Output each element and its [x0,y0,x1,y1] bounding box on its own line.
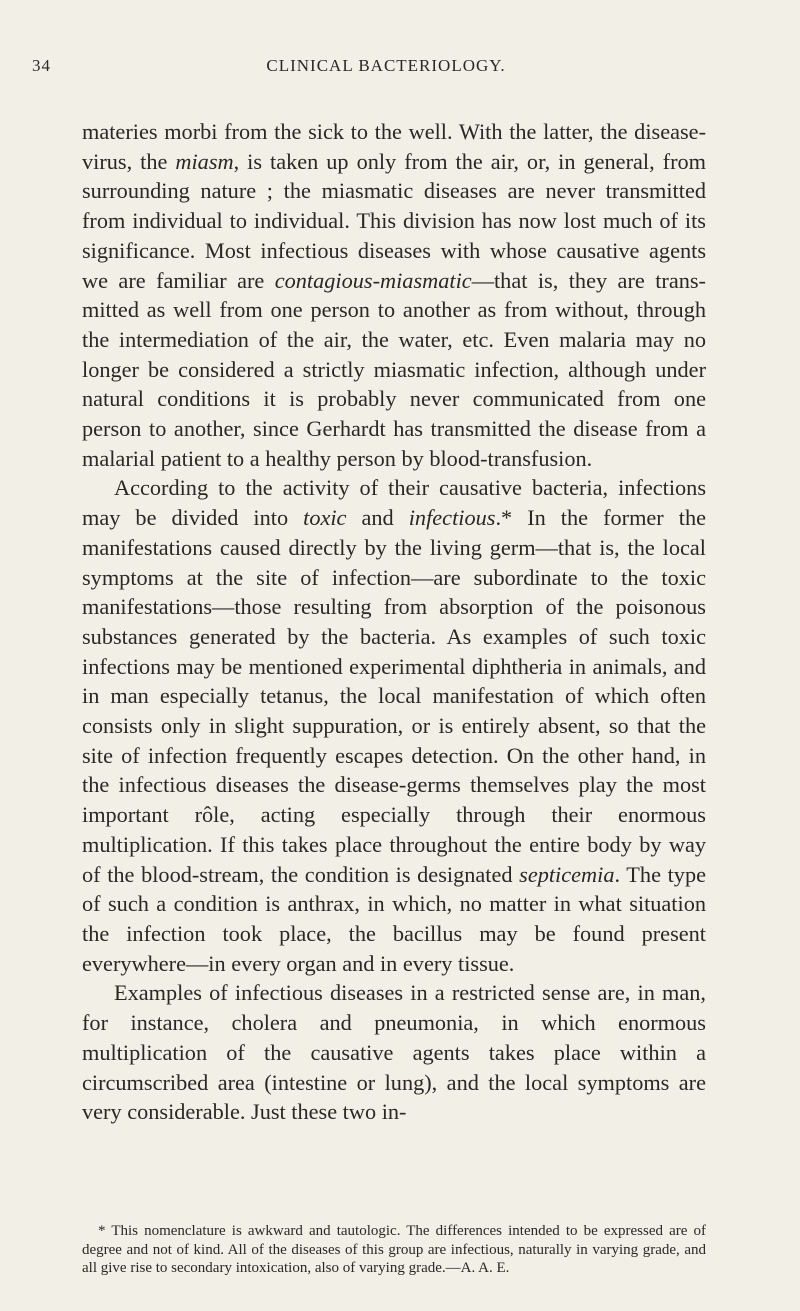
text-run: —that is, they are transmitted as well from one person to another as from without, through the intermediation of the air, the water, etc. Even malaria may no longer be considered a strictly miasmatic infection, although under natural conditions it is probably never communicated from one person to another, since Gerhardt has transmitted the disease from a malarial patient to a healthy person by blood-transfusion. [82,267,706,471]
text-run: According to the activity of their causative bacteria, infections may be divided into [82,475,706,531]
italic-term: miasm [175,148,234,174]
text-run: , is taken up only from the air, or, in general, from surrounding nature ; the miasmatic diseases are never transmitted from individual to individual. This division has now lost much of its significance. Most infectious diseases with whose causative agents we are familiar are [82,148,706,293]
footnote-text: * This nomenclature is awkward and tautologic. The differences intended to be expressed are of degree and not of kind. All of the diseases of this group are infectious, naturally in varying grade, and all give rise to secondary intoxication, also of varying grade.—A. A. E. [82,1223,706,1276]
running-header [32,56,740,86]
italic-term: septicemia [519,861,615,887]
page-number: 34 [32,56,51,75]
italic-term: toxic [303,505,347,531]
paragraph [82,978,706,1127]
text-run: materies morbi from the sick to the well. With the latter, the disease-virus, the [82,119,706,174]
paragraph [82,473,706,978]
text-run: Examples of infectious diseases in a restricted sense are, in man, for instance, cholera and pneumonia, in which enormous multiplication of the causative agents takes place within a circumscribed area (intestine or lung), and the local symptoms are very considerable. Just these two in- [82,980,706,1125]
text-run: .* In the former the manifestations caused directly by the living germ—that is, the local symptoms at the site of infection—are subordinate to the toxic manifestations—those resulting from absorption of the poisonous substances generated by the bacteria. As examples of such toxic infections may be mentioned experimental diphtheria in animals, and in man especially tetanus, the local manifestation of which often consists only in slight suppuration, or is entirely absent, so that the site of infection frequently escapes detection. On the other hand, in the infectious diseases the disease-germs themselves play the most important rôle, acting especially through their enormous multiplication. If this takes place throughout the entire body by way of the blood-stream, the condition is designated [82,505,706,887]
running-title: CLINICAL BACTERIOLOGY. [266,56,506,75]
text-run: . The type of such a condition is anthrax, in which, no matter in what situation the infection took place, the bacillus may be found present everywhere—in every organ and in every tissue. [82,861,706,976]
footnote [82,1222,706,1278]
paragraph [82,117,706,473]
text-run: and [346,505,409,531]
body-text [82,117,706,1127]
italic-term: infectious [408,505,496,531]
italic-term: contagious-miasmatic [274,267,472,293]
